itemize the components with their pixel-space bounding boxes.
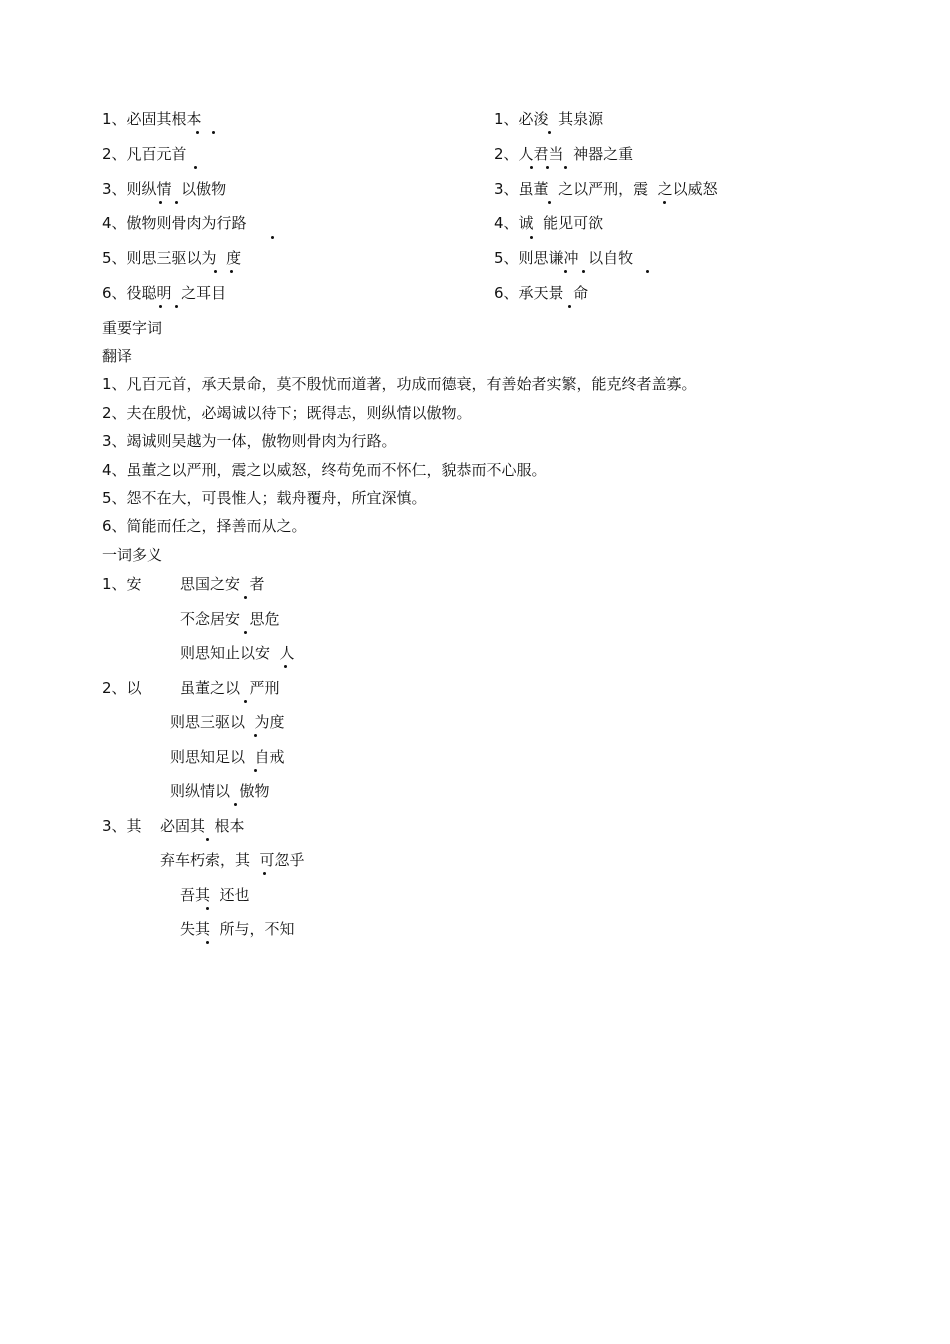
emphasis-dot bbox=[548, 131, 551, 134]
emphasis-dot bbox=[244, 700, 247, 703]
emphasis-dot bbox=[159, 305, 162, 308]
heading-translation: 翻译 bbox=[102, 347, 133, 365]
emphasis-dot bbox=[244, 631, 247, 634]
emphasis-dot bbox=[582, 270, 585, 273]
translation-item: 3、竭诚则吴越为一体，傲物则骨肉为行路。 bbox=[102, 432, 397, 450]
translation-item: 4、虽董之以严刑，震之以威怒，终苟免而不怀仁，貌恭而不心服。 bbox=[102, 461, 547, 479]
vocab-right-item: 6、承天景 命 bbox=[494, 284, 589, 302]
emphasis-dot bbox=[663, 201, 666, 204]
vocab-left-item: 1、必固其根本 bbox=[102, 110, 202, 128]
translation-item: 6、简能而任之，择善而从之。 bbox=[102, 517, 307, 535]
polysemy-example: 吾其 还也 bbox=[180, 886, 250, 904]
emphasis-dot bbox=[546, 166, 549, 169]
emphasis-dot bbox=[206, 907, 209, 910]
emphasis-dot bbox=[564, 270, 567, 273]
emphasis-dot bbox=[568, 305, 571, 308]
emphasis-dot bbox=[254, 769, 257, 772]
emphasis-dot bbox=[271, 236, 274, 239]
vocab-right-item: 4、诚 能见可欲 bbox=[494, 214, 604, 232]
vocab-left-item: 3、则纵情 以傲物 bbox=[102, 180, 227, 198]
vocab-left-item: 6、役聪明 之耳目 bbox=[102, 284, 227, 302]
emphasis-dot bbox=[230, 270, 233, 273]
emphasis-dot bbox=[214, 270, 217, 273]
emphasis-dot bbox=[175, 201, 178, 204]
polysemy-example: 不念居安 思危 bbox=[180, 610, 280, 628]
emphasis-dot bbox=[206, 838, 209, 841]
polysemy-example: 失其 所与，不知 bbox=[180, 920, 295, 938]
vocab-right-item: 5、则思谦冲 以自牧 bbox=[494, 249, 634, 267]
emphasis-dot bbox=[212, 131, 215, 134]
polysemy-example: 则思知足以 自戒 bbox=[170, 748, 285, 766]
polysemy-example: 虽董之以 严刑 bbox=[180, 679, 280, 697]
vocab-right-item: 3、虽董 之以严刑，震 之以威怒 bbox=[494, 180, 718, 198]
polysemy-example: 弃车朽索，其 可忽乎 bbox=[160, 851, 305, 869]
translation-item: 1、凡百元首，承天景命，莫不殷忧而道著，功成而德衰，有善始者实繁，能克终者盖寡。 bbox=[102, 375, 697, 393]
emphasis-dot bbox=[175, 305, 178, 308]
polysemy-label: 1、安 bbox=[102, 575, 142, 593]
vocab-left-item: 2、凡百元首 bbox=[102, 145, 187, 163]
polysemy-example: 则思三驱以 为度 bbox=[170, 713, 285, 731]
translation-item: 2、夫在殷忧，必竭诚以待下；既得志，则纵情以傲物。 bbox=[102, 404, 472, 422]
emphasis-dot bbox=[530, 166, 533, 169]
emphasis-dot bbox=[206, 941, 209, 944]
polysemy-label: 2、以 bbox=[102, 679, 142, 697]
polysemy-label: 3、其 bbox=[102, 817, 142, 835]
heading-important-words: 重要字词 bbox=[102, 319, 163, 337]
translation-item: 5、怨不在大，可畏惟人；载舟覆舟，所宜深慎。 bbox=[102, 489, 427, 507]
emphasis-dot bbox=[159, 201, 162, 204]
heading-polysemy: 一词多义 bbox=[102, 546, 163, 564]
emphasis-dot bbox=[244, 596, 247, 599]
vocab-left-item: 4、傲物则骨肉为行路 bbox=[102, 214, 247, 232]
emphasis-dot bbox=[263, 872, 266, 875]
emphasis-dot bbox=[194, 166, 197, 169]
vocab-right-item: 1、必浚 其泉源 bbox=[494, 110, 604, 128]
polysemy-example: 则纵情以 傲物 bbox=[170, 782, 270, 800]
vocab-left-item: 5、则思三驱以为 度 bbox=[102, 249, 242, 267]
polysemy-example: 思国之安 者 bbox=[180, 575, 265, 593]
emphasis-dot bbox=[196, 131, 199, 134]
emphasis-dot bbox=[530, 236, 533, 239]
emphasis-dot bbox=[564, 166, 567, 169]
emphasis-dot bbox=[234, 803, 237, 806]
emphasis-dot bbox=[254, 734, 257, 737]
emphasis-dot bbox=[284, 665, 287, 668]
polysemy-example: 则思知止以安 人 bbox=[180, 644, 295, 662]
polysemy-example: 必固其 根本 bbox=[160, 817, 245, 835]
emphasis-dot bbox=[548, 201, 551, 204]
emphasis-dot bbox=[646, 270, 649, 273]
vocab-right-item: 2、人君当 神器之重 bbox=[494, 145, 634, 163]
